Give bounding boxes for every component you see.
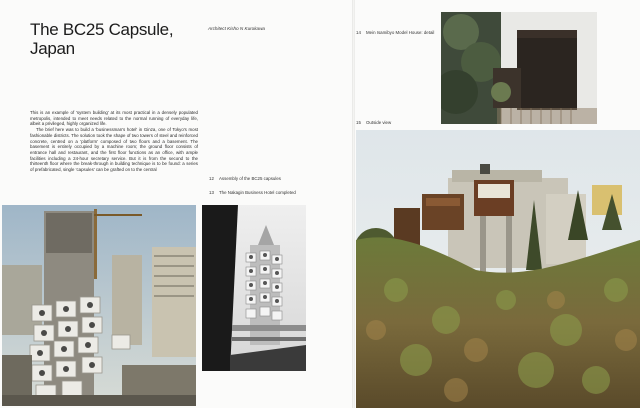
body-paragraph: The brief here was to build a 'businessman's hotel' in Ginza, one of Tokyo's most fashionable districts. The solution took the shape of two towers of steel and reinforced concrete, centred on a 'platform' composed of two floors and a basement. The basement is entirely occupied by a machine room; the ground floor consists of entrance hall and restaurant, and the first floor functions as an office, with ample facilities including a 24-hour secretary service. But it is from the second to the thirteenth floor where the break-through in building technique is to be found: a series of prefabricated, single 'capsules' can be grafted on to the central <box>30 127 198 173</box>
caption-14: 14 Mein Isamibyo Model House: detail <box>356 30 435 35</box>
photo-nakagin-completed <box>202 205 306 371</box>
photo-model-house-detail <box>441 12 597 124</box>
caption-12: 12 Assembly of the BC25 capsules <box>209 176 281 181</box>
caption-13: 13 The Nakagin Business Hotel completed <box>209 190 296 195</box>
body-paragraph: This is an example of 'system building' at its most practical in a densely populated metropolis, intended to meet needs related to the normal running of everyday life, albeit a privileged, highly organized life. <box>30 110 198 127</box>
article-body <box>30 110 198 173</box>
author-credit: Architect Kisho N Kurokawa <box>208 26 265 31</box>
photo-capsule-assembly <box>2 205 196 406</box>
photo-outside-view <box>356 130 640 408</box>
caption-15: 15 Outside view <box>356 120 392 125</box>
page-title: The BC25 Capsule, Japan <box>30 20 174 58</box>
page-gutter <box>352 0 355 408</box>
